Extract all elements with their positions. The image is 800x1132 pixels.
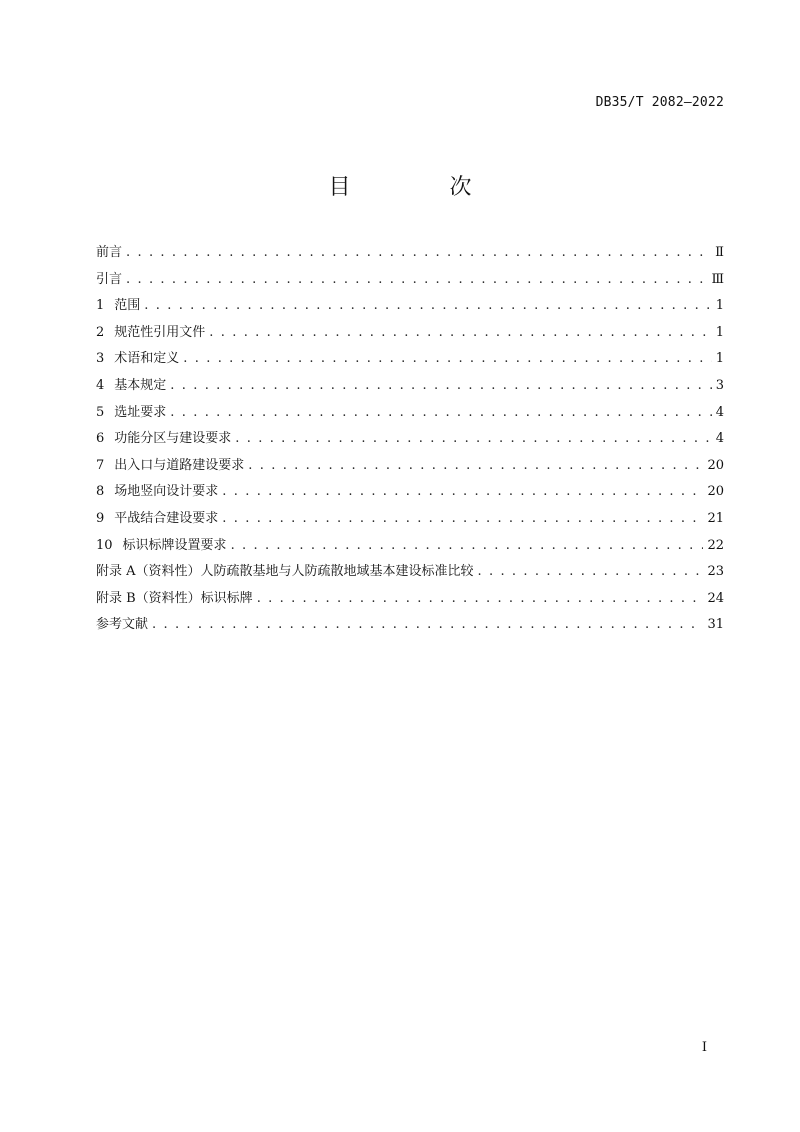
toc-leader-dots [248, 453, 703, 480]
toc-entry-number: 9 [96, 510, 105, 526]
toc-entry-page: 22 [707, 537, 724, 553]
toc-entry[interactable] [96, 586, 724, 613]
toc-entry[interactable] [96, 320, 724, 347]
toc-entry-label: 平战结合建设要求 [114, 510, 219, 526]
toc-leader-dots [144, 293, 711, 320]
toc-entry-number: 6 [96, 431, 105, 447]
toc-entry[interactable] [96, 506, 724, 533]
toc-leader-dots [235, 426, 711, 453]
toc-entry-label: 场地竖向设计要求 [114, 484, 219, 500]
toc-entry-page: 24 [707, 590, 724, 606]
toc-entry-page: 23 [707, 564, 724, 580]
toc-entry-number: 5 [96, 404, 105, 420]
toc-entry-number: 3 [96, 351, 105, 367]
toc-entry-label: 规范性引用文件 [114, 324, 206, 340]
toc-entry-number: 4 [96, 377, 105, 393]
toc-leader-dots [222, 506, 703, 533]
toc-leader-dots [126, 267, 707, 294]
toc-entry[interactable] [96, 373, 724, 400]
toc-entry-label: 引言 [96, 271, 123, 287]
toc-entry-page: 20 [707, 484, 724, 500]
toc-entry-number: 1 [96, 298, 105, 314]
toc-entry-page: Ⅱ [715, 245, 724, 260]
toc-entry-number: 2 [96, 324, 105, 340]
toc-entry-page: 1 [715, 351, 724, 367]
document-code: DB35/T 2082—2022 [595, 95, 724, 110]
toc-entry-label: 标识标牌设置要求 [122, 537, 227, 553]
toc-leader-dots [170, 373, 711, 400]
toc-entry-number: 7 [96, 457, 105, 473]
toc-entry-label: 选址要求 [114, 404, 167, 420]
toc-entry[interactable] [96, 240, 724, 267]
toc-entry-page: 1 [715, 324, 724, 340]
toc-entry[interactable] [96, 612, 724, 639]
toc-entry-page: 31 [707, 617, 724, 633]
toc-leader-dots [152, 612, 703, 639]
toc-entry-page: 21 [707, 510, 724, 526]
toc-entry-label: 术语和定义 [114, 351, 180, 367]
toc-entry-label: 前言 [96, 245, 123, 260]
toc-entry-label: 功能分区与建设要求 [114, 431, 232, 447]
toc-entry-page: 20 [707, 457, 724, 473]
toc-entry[interactable] [96, 400, 724, 427]
toc-leader-dots [183, 346, 711, 373]
toc-entry-page: 1 [715, 298, 724, 314]
toc-leader-dots [231, 533, 704, 560]
toc-leader-dots [478, 559, 704, 586]
toc-entry[interactable] [96, 479, 724, 506]
toc-entry-page: 4 [715, 404, 724, 420]
toc-entry[interactable] [96, 293, 724, 320]
toc-entry[interactable] [96, 267, 724, 294]
table-of-contents [96, 240, 724, 639]
toc-entry-number: 8 [96, 484, 105, 500]
toc-leader-dots [170, 400, 711, 427]
toc-entry-label: 基本规定 [114, 377, 167, 393]
toc-entry-page: Ⅲ [711, 271, 724, 287]
toc-entry-label: 附录 A（资料性）人防疏散基地与人防疏散地域基本建设标准比较 [96, 564, 474, 580]
toc-entry-label: 附录 B（资料性）标识标牌 [96, 590, 253, 606]
toc-entry[interactable] [96, 346, 724, 373]
toc-entry[interactable] [96, 533, 724, 560]
toc-entry-page: 4 [715, 431, 724, 447]
toc-entry[interactable] [96, 426, 724, 453]
toc-entry-label: 出入口与道路建设要求 [114, 457, 245, 473]
toc-leader-dots [126, 240, 711, 267]
toc-leader-dots [222, 479, 703, 506]
page-number: I [701, 1040, 707, 1055]
toc-title: 目 次 [328, 175, 518, 200]
toc-leader-dots [209, 320, 711, 347]
toc-entry-label: 参考文献 [96, 617, 149, 633]
toc-entry-page: 3 [715, 377, 724, 393]
toc-entry[interactable] [96, 453, 724, 480]
toc-entry-number: 10 [96, 537, 113, 553]
toc-leader-dots [257, 586, 704, 613]
toc-entry[interactable] [96, 559, 724, 586]
toc-entry-label: 范围 [114, 298, 141, 314]
